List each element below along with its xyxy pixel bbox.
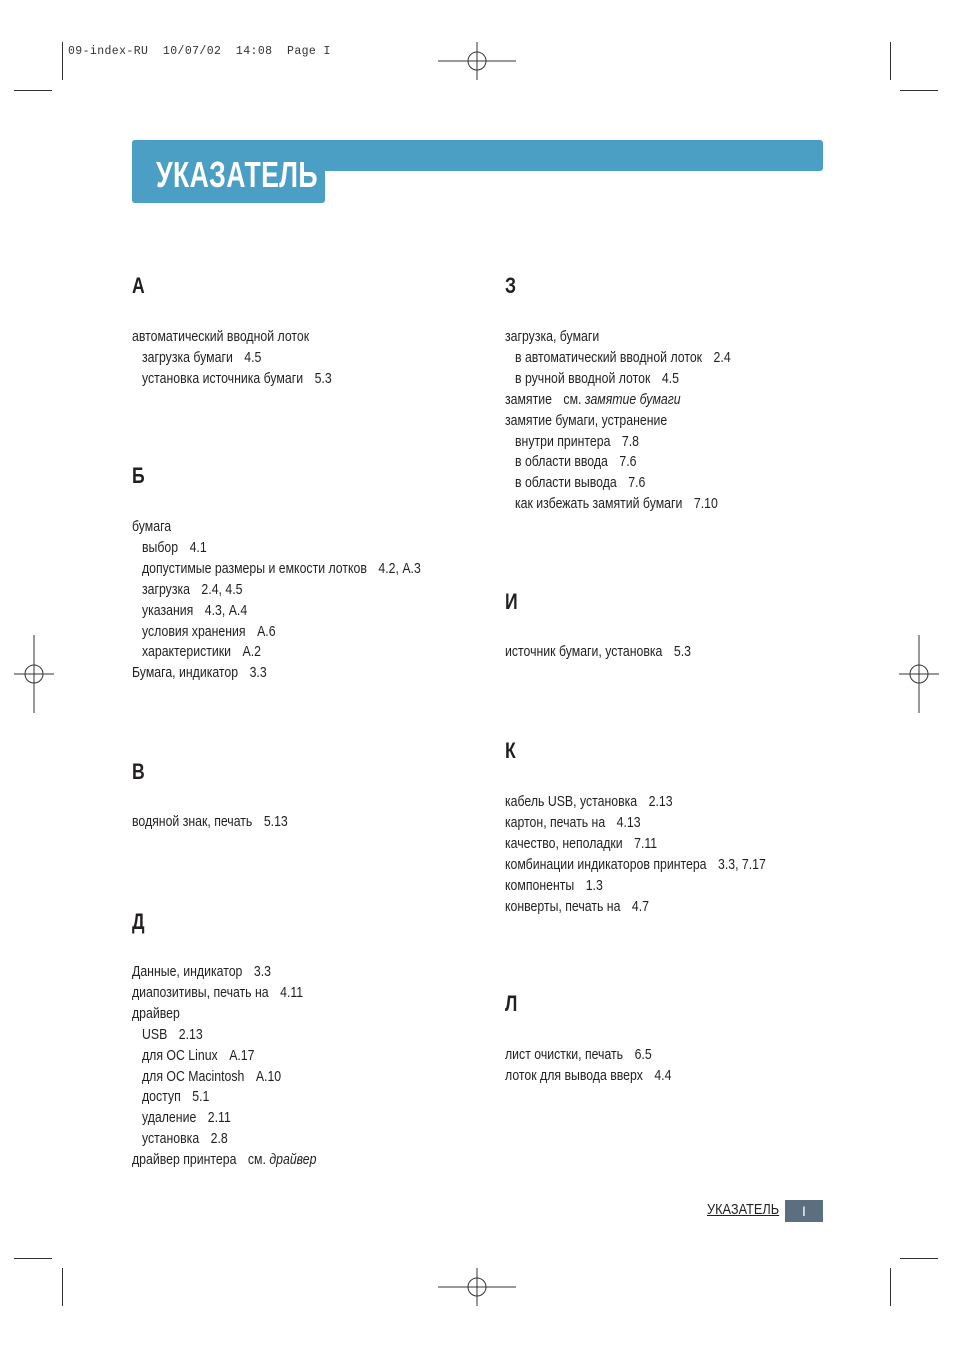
index-subentry	[142, 1026, 203, 1044]
registration-mark-icon	[899, 635, 939, 713]
index-page-ref: A.17	[229, 1047, 255, 1064]
index-entry	[505, 814, 641, 832]
index-subentry	[515, 349, 731, 367]
index-subentry	[142, 1088, 209, 1106]
index-entry	[132, 1151, 317, 1169]
footer-section-label: УКАЗАТЕЛЬ	[707, 1201, 780, 1218]
index-term: лоток для вывода вверх	[505, 1067, 643, 1084]
index-entry	[132, 984, 303, 1002]
index-term: доступ	[142, 1088, 181, 1105]
index-page-ref: 4.1	[189, 539, 207, 556]
index-term: характеристики	[142, 643, 232, 660]
page-number: I	[802, 1203, 806, 1219]
index-term: в области ввода	[515, 453, 608, 470]
index-term: USB	[142, 1026, 168, 1043]
index-term: автоматический вводной лоток	[132, 328, 310, 345]
index-page-ref: 5.1	[192, 1088, 210, 1105]
index-page-ref: 2.8	[210, 1130, 228, 1147]
index-entry	[132, 664, 267, 682]
index-entry	[505, 328, 599, 346]
index-term: допустимые размеры и емкости лотков	[142, 560, 367, 577]
index-term: выбор	[142, 539, 179, 556]
index-letter-heading: К	[505, 738, 516, 763]
index-subentry	[142, 539, 207, 557]
index-subentry	[142, 1047, 254, 1065]
index-subentry	[142, 1109, 231, 1127]
index-page-ref: 4.11	[280, 984, 304, 1001]
index-term: для ОС Macintosh	[142, 1068, 245, 1085]
crop-mark	[14, 90, 52, 91]
index-subentry	[142, 643, 261, 661]
index-term: в области вывода	[515, 474, 617, 491]
see-prefix: см.	[247, 1151, 266, 1168]
index-entry	[132, 1005, 180, 1023]
index-letter-heading: Л	[505, 991, 518, 1016]
index-term: водяной знак, печать	[132, 813, 253, 830]
crop-mark	[14, 1258, 52, 1259]
index-subentry	[142, 623, 276, 641]
index-letter-heading: Б	[132, 463, 145, 488]
index-page-ref: A.2	[242, 643, 261, 660]
index-subentry	[142, 602, 247, 620]
page-title: УКАЗАТЕЛЬ	[156, 154, 318, 195]
index-see-reference	[248, 1151, 317, 1168]
index-entry	[505, 898, 649, 916]
index-page-ref: 7.6	[628, 474, 646, 491]
index-term: для ОС Linux	[142, 1047, 218, 1064]
index-entry	[505, 1067, 671, 1085]
index-see-reference	[563, 391, 680, 408]
crop-mark	[900, 90, 938, 91]
index-term: компоненты	[505, 877, 575, 894]
index-subentry	[515, 453, 636, 471]
index-page-ref: 7.6	[619, 453, 637, 470]
index-term: конверты, печать на	[505, 898, 621, 915]
footer-page-box	[785, 1200, 823, 1222]
index-page-ref: 4.2, A.3	[378, 560, 421, 577]
print-slug-line: 09-index-RU 10/07/02 14:08 Page I	[68, 45, 331, 58]
index-term: указания	[142, 602, 194, 619]
index-entry	[505, 856, 766, 874]
index-term: диапозитивы, печать на	[132, 984, 269, 1001]
index-subentry	[142, 349, 261, 367]
index-term: качество, неполадки	[505, 835, 623, 852]
index-page-ref: 7.11	[634, 835, 658, 852]
see-target: драйвер	[269, 1151, 317, 1168]
crop-mark	[62, 1268, 63, 1306]
index-entry	[505, 391, 681, 409]
index-letter-heading: В	[132, 759, 145, 784]
index-term: комбинации индикаторов принтера	[505, 856, 707, 873]
index-subentry	[142, 581, 242, 599]
index-page-ref: 3.3	[249, 664, 267, 681]
index-subentry	[142, 1068, 281, 1086]
index-entry	[505, 1046, 652, 1064]
see-prefix: см.	[563, 391, 582, 408]
index-page-ref: 1.3	[585, 877, 603, 894]
crop-mark	[890, 1268, 891, 1306]
index-page-ref: 5.3	[314, 370, 332, 387]
index-term: загрузка, бумаги	[505, 328, 600, 345]
index-entry	[505, 643, 691, 661]
index-page-ref: 5.13	[263, 813, 288, 830]
index-term: условия хранения	[142, 623, 246, 640]
index-term: внутри принтера	[515, 433, 611, 450]
index-letter-heading: Д	[132, 909, 145, 934]
registration-mark-icon	[14, 635, 54, 713]
index-subentry	[142, 1130, 228, 1148]
index-term: как избежать замятий бумаги	[515, 495, 683, 512]
index-page-ref: 5.3	[673, 643, 691, 660]
index-entry	[132, 813, 288, 831]
index-page-ref: 2.4	[713, 349, 731, 366]
index-entry	[132, 518, 171, 536]
see-target: замятие бумаги	[584, 391, 681, 408]
index-page-ref: 2.11	[207, 1109, 231, 1126]
index-page-ref: 4.7	[631, 898, 650, 915]
index-subentry	[142, 370, 332, 388]
index-term: в автоматический вводной лоток	[515, 349, 703, 366]
index-page-ref: 2.13	[648, 793, 673, 810]
crop-mark	[62, 42, 63, 80]
index-term: бумага	[132, 518, 172, 535]
index-term: удаление	[142, 1109, 197, 1126]
index-letter-heading: И	[505, 589, 518, 614]
index-term: лист очистки, печать	[505, 1046, 624, 1063]
index-term: кабель USB, установка	[505, 793, 638, 810]
index-page-ref: 4.5	[661, 370, 679, 387]
index-subentry	[515, 495, 718, 513]
index-entry	[505, 793, 673, 811]
index-term: установка	[142, 1130, 200, 1147]
index-term: замятие бумаги, устранение	[505, 412, 668, 429]
index-page-ref: 4.13	[616, 814, 641, 831]
index-letter-heading: З	[505, 273, 517, 298]
index-page-ref: 4.3, A.4	[204, 602, 248, 619]
index-entry	[505, 835, 657, 853]
index-page-ref: 3.3	[253, 963, 271, 980]
index-term: в ручной вводной лоток	[515, 370, 651, 387]
index-subentry	[515, 370, 679, 388]
index-entry	[505, 412, 667, 430]
index-term: драйвер принтера	[132, 1151, 237, 1168]
index-entry	[132, 328, 309, 346]
registration-mark-icon	[438, 42, 516, 80]
index-page-ref: 7.8	[621, 433, 640, 450]
index-term: источник бумаги, установка	[505, 643, 663, 660]
index-subentry	[142, 560, 421, 578]
index-term: загрузка бумаги	[142, 349, 233, 366]
index-page-ref: 2.13	[178, 1026, 203, 1043]
index-page-ref: 4.5	[244, 349, 262, 366]
index-term: картон, печать на	[505, 814, 606, 831]
registration-mark-icon	[438, 1268, 516, 1306]
index-subentry	[515, 433, 639, 451]
index-entry	[505, 877, 603, 895]
index-page-ref: 3.3, 7.17	[717, 856, 766, 873]
index-term: установка источника бумаги	[142, 370, 304, 387]
index-term: драйвер	[132, 1005, 180, 1022]
crop-mark	[900, 1258, 938, 1259]
index-page-ref: A.6	[257, 623, 276, 640]
index-term: замятие	[505, 391, 552, 408]
index-subentry	[515, 474, 645, 492]
index-entry	[132, 963, 271, 981]
index-term: Данные, индикатор	[132, 963, 243, 980]
index-page-ref: 2.4, 4.5	[201, 581, 243, 598]
index-page-ref: 7.10	[693, 495, 718, 512]
crop-mark	[890, 42, 891, 80]
index-term: загрузка	[142, 581, 190, 598]
index-letter-heading: А	[132, 273, 145, 298]
index-page-ref: 4.4	[654, 1067, 672, 1084]
index-page-ref: A.10	[255, 1068, 282, 1085]
index-term: Бумага, индикатор	[132, 664, 239, 681]
index-page-ref: 6.5	[634, 1046, 652, 1063]
